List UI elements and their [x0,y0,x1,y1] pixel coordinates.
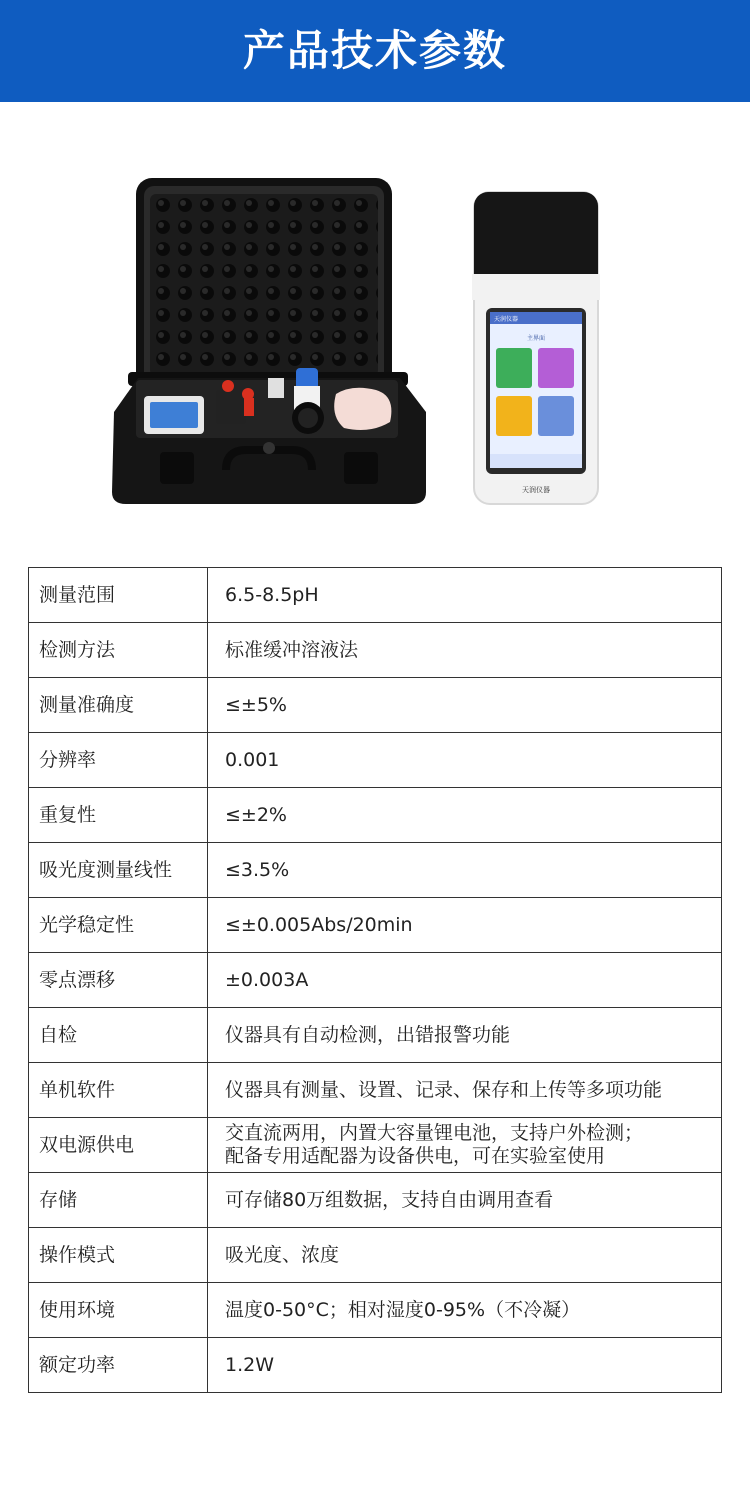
spec-label: 使用环境 [29,1283,208,1338]
spec-value-line: 交直流两用，内置大容量锂电池，支持户外检测； [225,1122,644,1144]
spec-value: 仪器具有测量、设置、记录、保存和上传等多项功能 [208,1063,722,1118]
table-row [29,1283,722,1338]
spec-value: ≤±0.005Abs/20min [208,898,722,953]
table-row [29,788,722,843]
carrying-case-image [108,172,430,510]
table-row [29,1338,722,1393]
spec-value-line: 配备专用适配器为设备供电，可在实验室使用 [225,1145,606,1167]
spec-value: ≤±5% [208,678,722,733]
spec-label: 存储 [29,1173,208,1228]
spec-label: 操作模式 [29,1228,208,1283]
table-row [29,568,722,623]
spec-value: 仪器具有自动检测，出错报警功能 [208,1008,722,1063]
spec-label: 吸光度测量线性 [29,843,208,898]
device-brand-text: 天润仪器 [494,316,519,323]
handheld-meter-image [470,188,602,508]
spec-label: 光学稳定性 [29,898,208,953]
spec-table [28,567,722,1393]
spec-label: 单机软件 [29,1063,208,1118]
spec-value: 1.2W [208,1338,722,1393]
table-row [29,623,722,678]
spec-value: ≤±2% [208,788,722,843]
table-row [29,898,722,953]
spec-label: 分辨率 [29,733,208,788]
table-row [29,733,722,788]
spec-label: 零点漂移 [29,953,208,1008]
spec-label: 检测方法 [29,623,208,678]
table-row [29,843,722,898]
device-screen-title: 主界面 [526,335,546,342]
spec-value: 温度0-50°C；相对湿度0-95%（不冷凝） [208,1283,722,1338]
spec-value: 标准缓冲溶液法 [208,623,722,678]
device-logo-text: 天润仪器 [522,486,550,494]
table-row [29,1228,722,1283]
spec-value: 可存储80万组数据，支持自由调用查看 [208,1173,722,1228]
spec-value: ±0.003A [208,953,722,1008]
spec-label: 重复性 [29,788,208,843]
table-row [29,1173,722,1228]
spec-label: 自检 [29,1008,208,1063]
spec-value: ≤3.5% [208,843,722,898]
spec-value: 6.5-8.5pH [208,568,722,623]
page-title: 产品技术参数 [242,26,507,75]
spec-label: 测量准确度 [29,678,208,733]
spec-value: 0.001 [208,733,722,788]
table-row [29,1118,722,1173]
spec-label: 测量范围 [29,568,208,623]
header-banner [0,0,750,102]
spec-label: 双电源供电 [29,1118,208,1173]
spec-value [208,1118,722,1173]
spec-value: 吸光度、浓度 [208,1228,722,1283]
table-row [29,953,722,1008]
table-row [29,1063,722,1118]
table-row [29,678,722,733]
table-row [29,1008,722,1063]
spec-label: 额定功率 [29,1338,208,1393]
